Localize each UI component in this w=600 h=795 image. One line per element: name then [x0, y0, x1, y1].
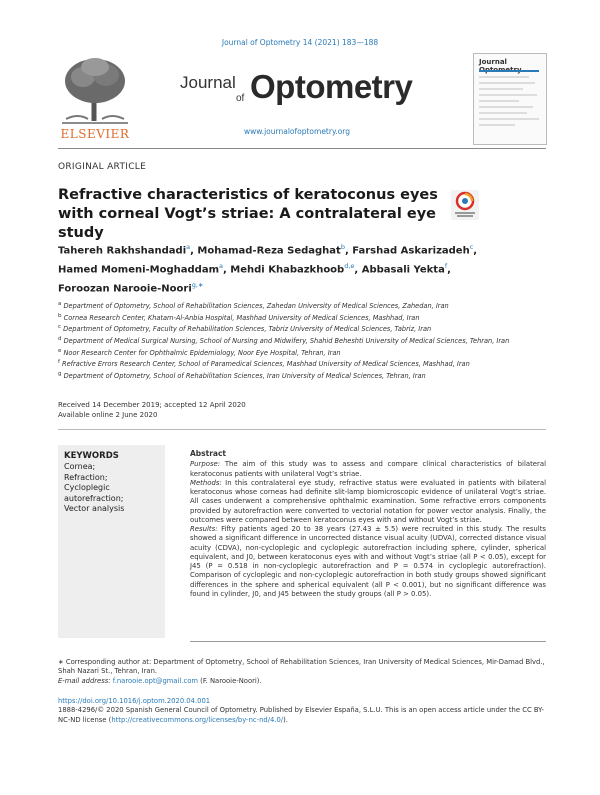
email-label: E-mail address: — [58, 676, 111, 685]
affiliation-item — [58, 347, 548, 359]
cover-line — [479, 76, 529, 78]
author-name: Mehdi Khabazkhoob — [230, 264, 345, 276]
cover-line — [479, 124, 515, 126]
affiliation-marker: c — [58, 324, 62, 331]
affiliation-item — [58, 335, 548, 347]
results-text: Fifty patients aged 20 to 38 years (27.43 ± 5.5) were recruited in this study. The results showed a significant difference in uncorrected distance visual acuity (UDVA), corrected distance visual acuity (CDVA), non-cycloplegic and cycloplegic autorefraction including sphere, cylinder, spherical equivalent, and J0, between keratoconus eyes with and without Vogt’s striae (all P < 0.05), except for J45 (P = 0.518 in non-cycloplegic autorefraction and P = 0.574 in cycloplegic autorefraction). Comparison of cycloplegic and non-cycloplegic autorefraction in both study groups showed significant differences in the sphere and spherical equivalent (all P < 0.001), but no significant difference was found in cylinder, J0, and J45 between the study groups (all P > 0.05). — [190, 525, 546, 598]
journal-citation[interactable]: Journal of Optometry 14 (2021) 183—188 — [221, 38, 379, 47]
affiliations — [58, 300, 548, 382]
keyword-item: Cycloplegic — [64, 483, 110, 492]
cover-line — [479, 70, 539, 72]
author-affiliation-marker[interactable]: g,∗ — [191, 280, 204, 289]
author-name: Farshad Askarizadeh — [352, 245, 470, 257]
affiliation-item — [58, 358, 548, 370]
affiliation-text: Refractive Errors Research Center, School of Paramedical Sciences, Mashhad University of Medical Sciences, Mashhad, Iran — [59, 360, 470, 369]
license-text — [58, 706, 546, 725]
affiliation-text: Department of Optometry, Faculty of Rehabilitation Sciences, Tabriz University of Medical Sciences, Tabriz, Iran — [61, 325, 432, 334]
article-title: Refractive characteristics of keratoconus eyes with corneal Vogt’s striae: A contralateral eye study — [58, 187, 438, 241]
received-date: Received 14 December 2019; accepted 12 April 2020 — [58, 401, 246, 409]
cover-title: Journal — [479, 58, 507, 66]
check-for-updates-icon[interactable] — [451, 190, 479, 220]
cover-line — [479, 88, 523, 90]
author-list: Tahereh Rakhshandadi$^a$, Mohamad-Reza Sedaghat$^b$, Farshad Askarizadeh$^c$, Hamed Momeni-Moghaddam$^a$, Mehdi Khabazkhoob$^{d,e}$, Abbasali Yekta$^f$, Foroozan Narooie-Noori$^{g,∗}$ — [58, 243, 478, 294]
cover-line — [479, 112, 527, 114]
purpose-text: The aim of this study was to assess and compare clinical characteristics of bilateral keratoconus patients with unilateral Vogt’s striae. — [190, 460, 546, 478]
affiliation-marker: g — [58, 371, 62, 378]
affiliation-marker: f — [58, 359, 60, 366]
header-divider — [58, 148, 546, 149]
affiliation-item — [58, 300, 548, 312]
affiliation-text: Noor Research Center for Ophthalmic Epidemiology, Noor Eye Hospital, Tehran, Iran — [61, 348, 341, 357]
keyword-item: Vector analysis — [64, 504, 125, 513]
license-prefix: 1888-4296/© 2020 Spanish General Council of Optometry. Published by Elsevier España, S.L.U. This is an open access article under the CC BY-NC-ND license ( — [58, 706, 544, 724]
author-name: Mohamad-Reza Sedaghat — [197, 245, 341, 257]
affiliation-item — [58, 312, 548, 324]
keywords-box — [58, 445, 165, 638]
purpose-label: Purpose: — [190, 460, 221, 469]
affiliation-marker: d — [58, 336, 62, 343]
affiliation-marker: e — [58, 347, 62, 354]
abstract-methods — [190, 479, 546, 525]
journal-main: Optometry — [250, 68, 413, 105]
results-label: Results: — [190, 525, 218, 533]
publisher-name: ELSEVIER — [60, 127, 130, 141]
abstract-title: Abstract — [190, 449, 227, 458]
journal-cover-thumbnail — [473, 53, 547, 145]
affiliation-marker: a — [58, 301, 62, 307]
author-affiliation-marker[interactable]: f — [444, 261, 448, 270]
affiliation-item — [58, 370, 548, 382]
affiliation-text: Department of Medical Surgical Nursing, School of Nursing and Midwifery, Shahid Beheshti University of Medical Sciences, Tehran, Iran — [61, 337, 510, 346]
author-name: Abbasali Yekta — [361, 264, 445, 276]
affiliation-text: Department of Optometry, School of Rehabilitation Sciences, Zahedan University of Medical Sciences, Zahedan, Iran — [61, 302, 449, 311]
author-affiliation-marker[interactable]: a — [186, 243, 191, 251]
abstract-results — [190, 525, 546, 599]
journal-title — [180, 68, 413, 105]
abstract-end-divider — [190, 641, 546, 642]
affiliation-marker: b — [58, 312, 62, 319]
keyword-item: autorefraction; — [64, 493, 124, 503]
keyword-item: Refraction; — [64, 472, 108, 482]
section-label: ORIGINAL ARTICLE — [58, 162, 147, 172]
keyword-item: Cornea; — [64, 462, 96, 471]
license-link[interactable]: http://creativecommons.org/licenses/by-nc-nd/4.0/ — [111, 715, 284, 724]
footer-info — [58, 697, 546, 725]
journal-prefix: Journal — [180, 73, 236, 92]
methods-text: In this contralateral eye study, refractive status were evaluated in patients with bilateral keratoconus whose corneas had definite slit-lamp biomicroscopic evidence of unilateral Vogt’s striae. All cases underwent a comprehensive ophthalmic examination. Some refractive errors components provided by autorefraction were converted to vectorial notation for power vector analysis. Finally, the outcomes were compared between keratoconus eyes with and without Vogt’s striae. — [190, 478, 546, 524]
author-affiliation-marker[interactable]: b — [340, 243, 345, 251]
article-dates — [58, 400, 246, 420]
email-link[interactable]: f.narooie.opt@gmail.com — [112, 676, 199, 685]
keywords-title: KEYWORDS — [64, 451, 119, 461]
keywords-list — [64, 462, 124, 515]
author-name: Hamed Momeni-Moghaddam — [58, 264, 220, 276]
cover-line — [479, 106, 533, 108]
affiliation-text: Department of Optometry, School of Rehabilitation Sciences, Iran University of Medical Sciences, Tehran, Iran — [61, 372, 426, 381]
correspondence-text: ∗ Corresponding author at: Department of Optometry, School of Rehabilitation Sciences, Iran University of Medical Sciences, Mir-Damad Blvd., Shah Nazari St., Tehran, Iran. — [58, 658, 545, 676]
author-affiliation-marker[interactable]: c — [469, 243, 474, 251]
license-suffix: ). — [283, 715, 288, 724]
doi-link[interactable]: https://doi.org/10.1016/j.optom.2020.04.001 — [58, 697, 211, 705]
journal-of: of — [236, 93, 245, 104]
cover-line — [479, 82, 535, 84]
cover-line — [479, 94, 537, 96]
cover-line — [479, 100, 519, 102]
abstract-divider — [58, 429, 546, 430]
author-affiliation-marker[interactable]: d,e — [344, 261, 355, 270]
methods-label: Methods: — [190, 478, 222, 487]
online-date: Available online 2 June 2020 — [58, 411, 158, 419]
abstract-purpose — [190, 460, 546, 479]
author-name: Tahereh Rakhshandadi — [58, 245, 187, 257]
correspondence-note — [58, 658, 546, 686]
affiliation-item — [58, 323, 548, 335]
journal-url-link[interactable]: www.journalofoptometry.org — [244, 127, 351, 136]
author-name: Foroozan Narooie-Noori — [58, 282, 192, 294]
author-affiliation-marker[interactable]: a — [219, 261, 223, 270]
cover-line — [479, 118, 539, 120]
email-suffix: (F. Narooie-Noori). — [198, 676, 262, 685]
abstract — [190, 449, 546, 599]
journal-header — [58, 53, 546, 145]
email-line — [58, 677, 546, 686]
affiliation-text: Cornea Research Center, Khatam-Al-Anbia Hospital, Mashhad University of Medical Sciences, Mashhad, Iran — [61, 313, 420, 322]
